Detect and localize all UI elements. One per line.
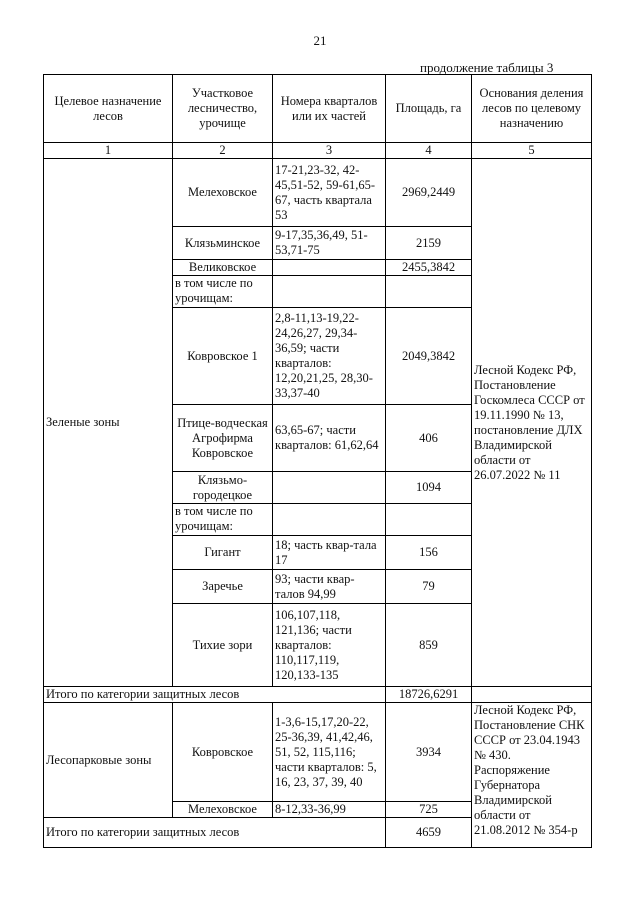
total-row [44,687,592,703]
area-cell: 2969,2449 [386,159,472,227]
forestry-cell: Клязьминское [173,227,273,260]
total-area: 4659 [386,818,472,848]
total-basis-empty [472,687,592,703]
table-header-row [44,75,592,143]
header-area: Площадь, га [386,75,472,143]
forestry-cell: Заречье [173,570,273,604]
forestry-cell: Птице-водческая Агрофирма Ковровское [173,405,273,472]
purpose-green-zones: Зеленые зоны [44,159,173,687]
subgroup-label: в том числе по урочищам: [173,504,273,536]
quarters-cell: 18; часть квар-тала 17 [273,536,386,570]
area-cell: 2049,3842 [386,308,472,405]
area-cell: 2159 [386,227,472,260]
forestry-cell: Ковровское 1 [173,308,273,405]
quarters-cell [273,260,386,276]
quarters-cell: 93; части квар-талов 94,99 [273,570,386,604]
table-row [44,159,592,227]
colnum-1: 1 [44,143,173,159]
quarters-cell: 106,107,118, 121,136; части кварталов: 110,117,119, 120,133-135 [273,604,386,687]
quarters-cell: 63,65-67; части кварталов: 61,62,64 [273,405,386,472]
total-label: Итого по категории защитных лесов [44,687,386,703]
area-cell [386,276,472,308]
quarters-cell: 8-12,33-36,99 [273,802,386,818]
header-forestry: Участковое лесничество, урочище [173,75,273,143]
forestry-cell: Великовское [173,260,273,276]
quarters-cell [273,276,386,308]
area-cell: 406 [386,405,472,472]
forestry-cell: Тихие зори [173,604,273,687]
total-label: Итого по категории защитных лесов [44,818,386,848]
header-quarters: Номера кварталов или их частей [273,75,386,143]
basis-green-zones: Лесной Кодекс РФ, Постановление Госкомлеса СССР от 19.11.1990 № 13, постановление ДЛХ Владимирской области от 26.07.2022 № 11 [472,159,592,687]
quarters-cell: 9-17,35,36,49, 51-53,71-75 [273,227,386,260]
quarters-cell: 2,8-11,13-19,22-24,26,27, 29,34-36,59; части кварталов: 12,20,21,25, 28,30-33,37-40 [273,308,386,405]
table-continuation-caption: продолжение таблицы 3 [420,60,554,75]
table-row [44,703,592,802]
area-cell: 725 [386,802,472,818]
quarters-cell [273,504,386,536]
area-cell: 859 [386,604,472,687]
colnum-3: 3 [273,143,386,159]
colnum-5: 5 [472,143,592,159]
basis-forest-park-zones: Лесной Кодекс РФ, Постановление СНК СССР от 23.04.1943 № 430. Распоряжение Губернатора Владимирской области от 21.08.2012 № 354-р [472,703,592,848]
area-cell: 156 [386,536,472,570]
column-number-row [44,143,592,159]
colnum-4: 4 [386,143,472,159]
quarters-cell: 1-3,6-15,17,20-22, 25-36,39, 41,42,46, 51, 52, 115,116; части кварталов: 5, 16, 23, 37, 39, 40 [273,703,386,802]
area-cell: 3934 [386,703,472,802]
forestry-cell: Мелеховское [173,802,273,818]
forestry-cell: Клязьмо-городецкое [173,472,273,504]
area-cell: 1094 [386,472,472,504]
area-cell: 79 [386,570,472,604]
page-number: 21 [313,33,327,48]
area-cell: 2455,3842 [386,260,472,276]
quarters-cell: 17-21,23-32, 42-45,51-52, 59-61,65-67, часть квартала 53 [273,159,386,227]
header-purpose: Целевое назначение лесов [44,75,173,143]
forestry-cell: Мелеховское [173,159,273,227]
forestry-cell: Ковровское [173,703,273,802]
total-area: 18726,6291 [386,687,472,703]
forestry-cell: Гигант [173,536,273,570]
area-cell [386,504,472,536]
subgroup-label: в том числе по урочищам: [173,276,273,308]
colnum-2: 2 [173,143,273,159]
purpose-forest-park-zones: Лесопарковые зоны [44,703,173,818]
header-basis: Основания деления лесов по целевому назначению [472,75,592,143]
quarters-cell [273,472,386,504]
forest-zones-table [43,74,592,848]
